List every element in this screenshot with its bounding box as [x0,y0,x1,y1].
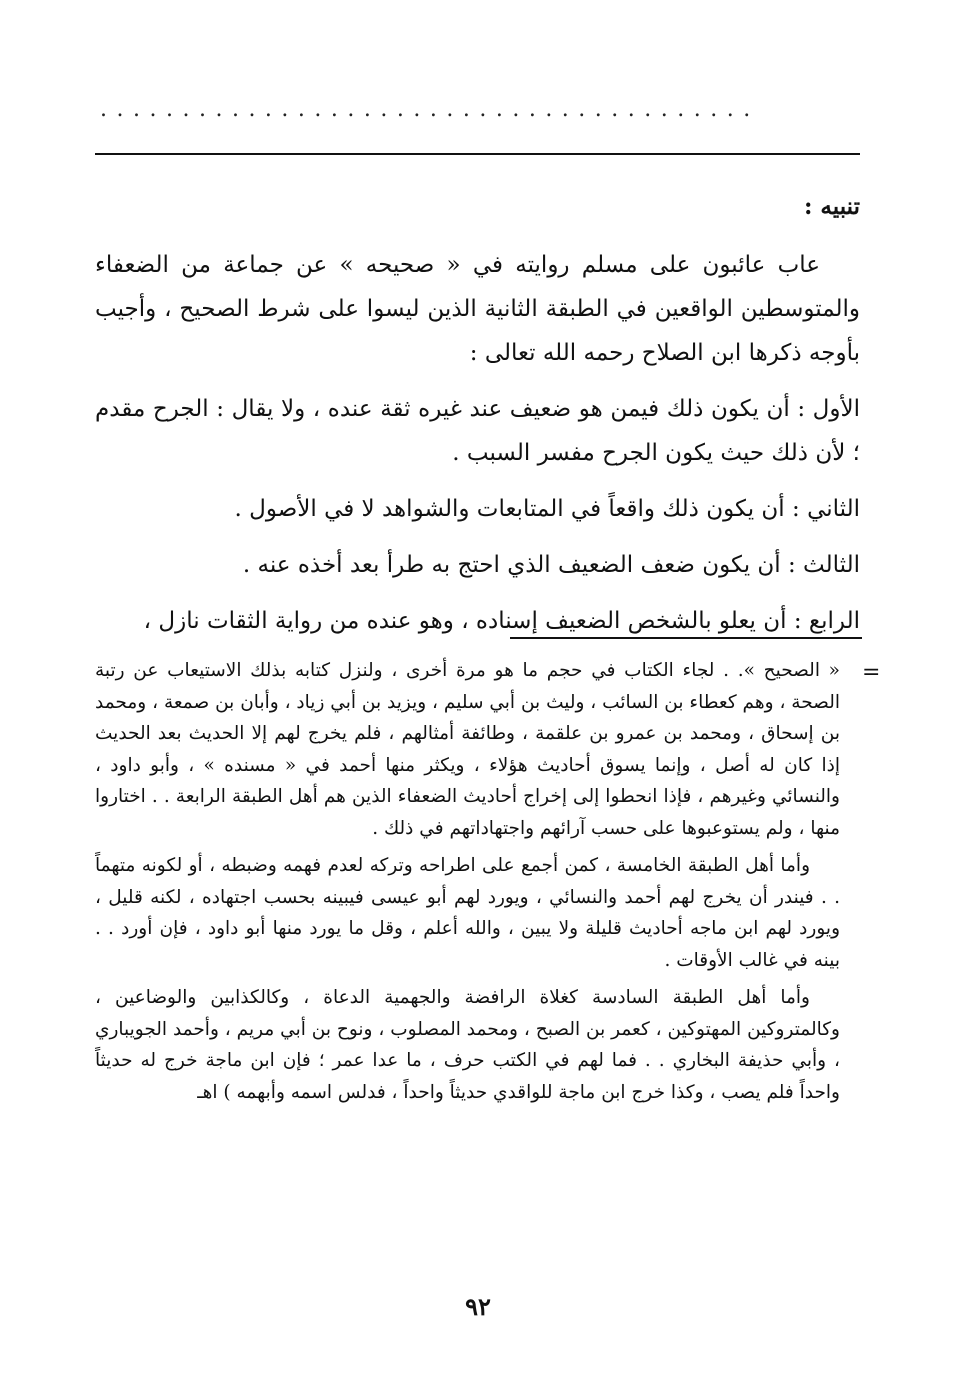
main-text [95,185,860,655]
section-heading: تنبيه : [803,193,860,220]
footnote-continuation-mark: = [862,660,881,685]
paragraph-second-answer: الثاني : أن يكون ذلك واقعاً في المتابعات والشواهد لا في الأصول . [234,496,860,522]
paragraph-intro: عاب عائبون على مسلم روايته في « صحيحه » عن جماعة من الضعفاء والمتوسطين الواقعين في الطبقة الثانية الذين ليسوا على شرط الصحيح ، وأجيب بأوجه ذكرها ابن الصلاح رحمه الله تعالى : [95,252,860,366]
header-dots: ........................................ [100,97,760,122]
footnote-paragraph-2: وأما أهل الطبقة الخامسة ، كمن أجمع على اطراحه وتركه لعدم فهمه وضبطه ، أو لكونه متهماً . . فيندر أن يخرج لهم أحمد والنسائي ، ويورد لهم أبو عيسى فيبينه بحسب اجتهاده ، لكنه قليل ، ويورد لهم ابن ماجه أحاديث قليلة ولا يبين ، والله أعلم ، وقل ما يورد منها أبو داود ، فإن أورد . . بينه في غالب الأوقات . [95,855,840,971]
page-number: ٩٢ [465,1292,491,1321]
footnote-paragraph-1: « الصحيح ». . لجاء الكتاب في حجم ما هو مرة أخرى ، ولنزل كتابه بذلك الاستيعاب عن رتبة الصحة ، وهم كعطاء بن السائب ، وليث بن أبي سليم ، ويزيد بن أبي زياد ، وأبان بن صمعة ، ومحمد بن إسحاق ، ومحمد بن عمرو بن علقمة ، وطائفة أمثالهم ، فلم يخرج لهم إلا الحديث بعد الحديث إذا كان له أصل ، وإنما يسوق أحاديث هؤلاء ، ويكثر منها أحمد في « مسنده » ، وأبو داود ، والنسائي وغيرهم ، فإذا انحطوا إلى إخراج أحاديث الضعفاء الذين هم أهل الطبقة الرابعة . . اختاروا منها ، ولم يستوعبوها على حسب آرائهم واجتهاداتهم في ذلك . [95,660,840,839]
paragraph-fourth-answer: الرابع : أن يعلو بالشخص الضعيف إسناده ، وهو عنده من رواية الثقات نازل ، [143,608,860,634]
header-rule [95,153,860,155]
paragraph-third-answer: الثالث : أن يكون ضعف الضعيف الذي احتج به طرأ بعد أخذه عنه . [242,552,860,578]
footnotes [95,655,840,1114]
footnote-paragraph-3: وأما أهل الطبقة السادسة كغلاة الرافضة والجهمية الدعاة ، وكالكذابين والوضاعين ، وكالمتروكين المهتوكين ، كعمر بن الصبح ، ومحمد المصلوب ، ونوح بن أبي مريم ، وأحمد الجويباري ، وأبي حذيفة البخاري . . فما لهم في الكتب حرف ، ما عدا عمر ؛ فإن ابن ماجة خرج له حديثاً واحداً فلم يصب ، وكذا خرج ابن ماجة للواقدي حديثاً واحداً ، فدلس اسمه وأبهمه ) اهـ [95,987,840,1103]
footnote-rule [510,637,862,639]
paragraph-first-answer: الأول : أن يكون ذلك فيمن هو ضعيف عند غيره ثقة عنده ، ولا يقال : الجرح مقدم ؛ لأن ذلك حيث يكون الجرح مفسر السبب . [95,396,861,466]
